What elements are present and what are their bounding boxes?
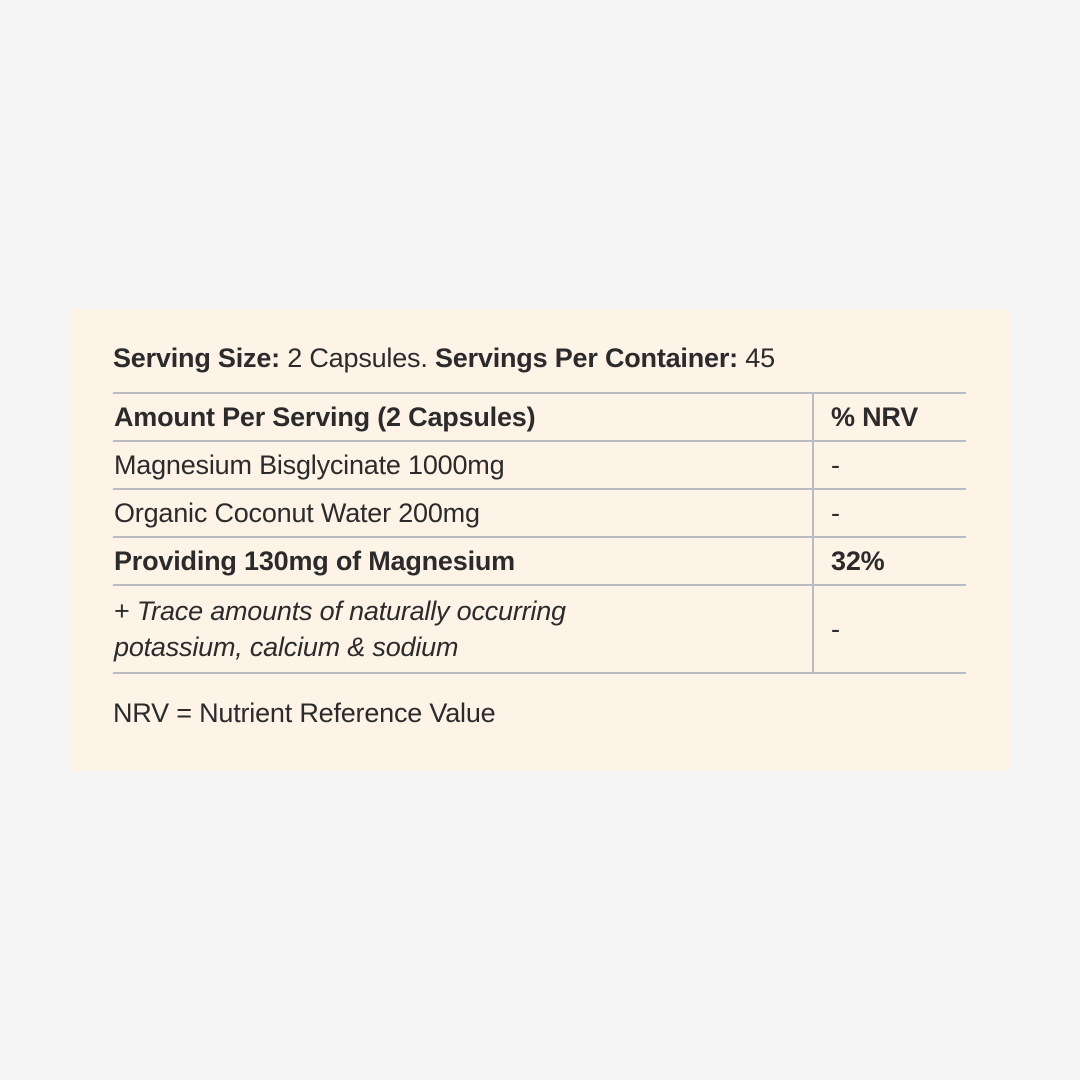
trace-minerals-text <box>113 585 813 673</box>
trace-line-1 <box>114 593 812 629</box>
table-row <box>113 489 966 537</box>
trace-text-line-1: Trace amounts of naturally occurring <box>136 596 566 626</box>
ingredient-nrv: - <box>813 441 966 489</box>
amount-per-serving-header: Amount Per Serving (2 Capsules) <box>114 402 536 432</box>
nrv-header: % NRV <box>813 393 966 441</box>
nutrition-table <box>113 392 966 674</box>
trace-text-line-2: potassium, calcium & sodium <box>114 632 459 662</box>
supplement-facts-panel <box>70 309 1010 771</box>
serving-size-label: Serving Size: <box>113 343 280 373</box>
serving-info <box>113 341 775 375</box>
trace-minerals-row <box>113 585 966 673</box>
ingredient-name: Magnesium Bisglycinate 1000mg <box>114 450 505 480</box>
ingredient-name: Organic Coconut Water 200mg <box>114 498 480 528</box>
ingredient-nrv: 32% <box>813 537 966 585</box>
trace-prefix: + <box>114 596 137 626</box>
table-row <box>113 537 966 585</box>
servings-per-container-label: Servings Per Container: <box>427 343 738 373</box>
trace-minerals-nrv: - <box>813 585 966 673</box>
servings-per-container-value: 45 <box>737 343 775 373</box>
nrv-footnote: NRV = Nutrient Reference Value <box>113 698 496 728</box>
table-header-row <box>113 393 966 441</box>
ingredient-nrv: - <box>813 489 966 537</box>
ingredient-name: Providing 130mg of Magnesium <box>114 546 515 576</box>
table-row <box>113 441 966 489</box>
serving-size-value: 2 Capsules. <box>279 343 428 373</box>
